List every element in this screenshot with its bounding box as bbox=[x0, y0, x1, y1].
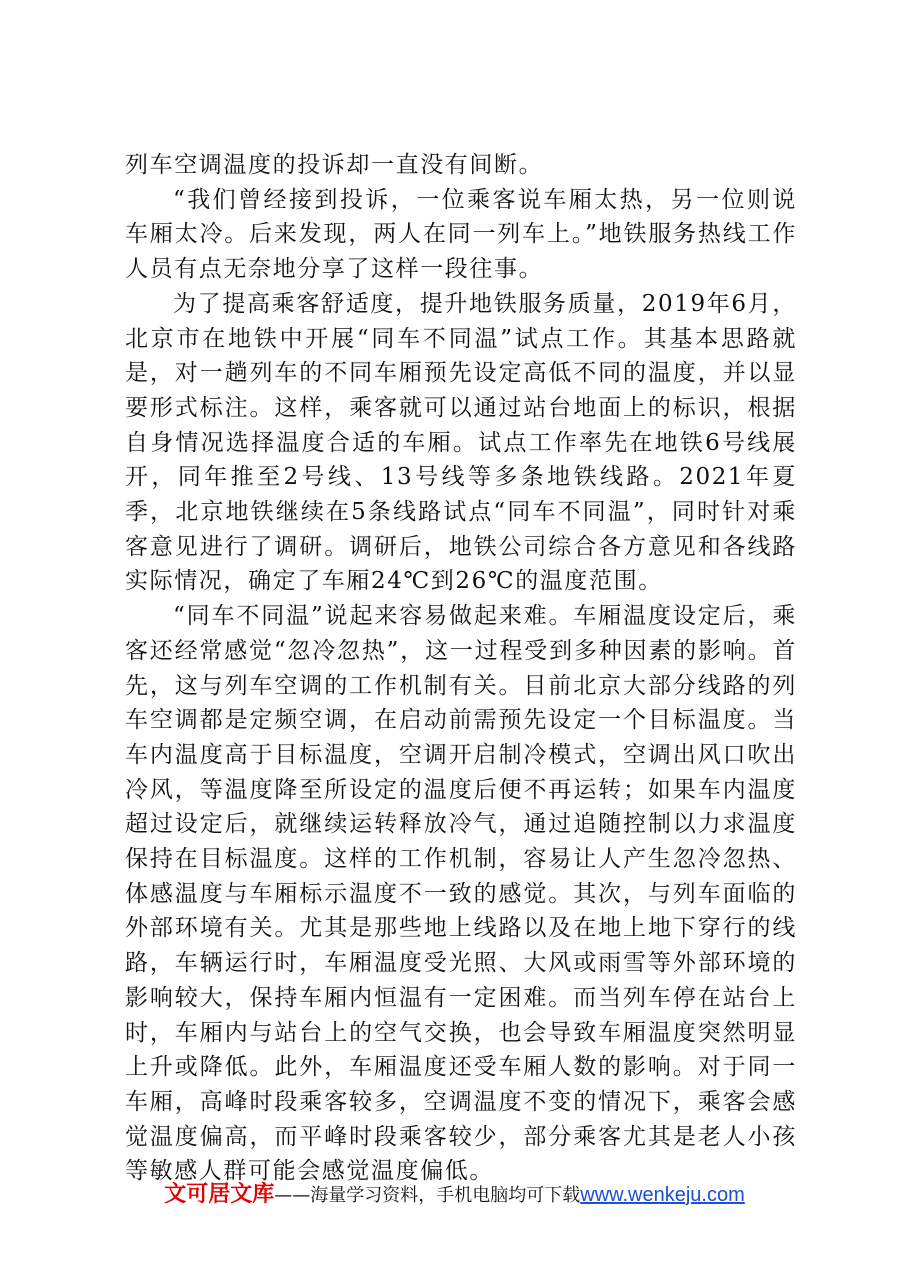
footer-tagline: ——海量学习资料，手机电脑均可下载 bbox=[274, 1185, 581, 1206]
document-body bbox=[125, 148, 797, 1189]
paragraph-4: “同车不同温”说起来容易做起来难。车厢温度设定后，乘客还经常感觉“忽冷忽热”，这一过程受到多种因素的影响。首先，这与列车空调的工作机制有关。目前北京大部分线路的列车空调都是定频空调，在启动前需预先设定一个目标温度。当车内温度高于目标温度，空调开启制冷模式，空调出风口吹出冷风，等温度降至所设定的温度后便不再运转；如果车内温度超过设定后，就继续运转释放冷气，通过追随控制以力求温度保持在目标温度。这样的工作机制，容易让人产生忽冷忽热、体感温度与车厢标示温度不一致的感觉。其次，与列车面临的外部环境有关。尤其是那些地上线路以及在地上地下穿行的线路，车辆运行时，车厢温度受光照、大风或雨雪等外部环境的影响较大，保持车厢内恒温有一定困难。而当列车停在站台上时，车厢内与站台上的空气交换，也会导致车厢温度突然明显上升或降低。此外，车厢温度还受车厢人数的影响。对于同一车厢，高峰时段乘客较多，空调温度不变的情况下，乘客会感觉温度偏高，而平峰时段乘客较少，部分乘客尤其是老人小孩等敏感人群可能会感觉温度偏低。 bbox=[125, 603, 797, 1185]
paragraph-3: 为了提高乘客舒适度，提升地铁服务质量，2019年6月，北京市在地铁中开展“同车不同温”试点工作。其基本思路就是，对一趟列车的不同车厢预先设定高低不同的温度，并以显要形式标注。这样，乘客就可以通过站台地面上的标识，根据自身情况选择温度合适的车厢。试点工作率先在地铁6号线展开，同年推至2号线、13号线等多条地铁线路。2021年夏季，北京地铁继续在5条线路试点“同车不同温”，同时针对乘客意见进行了调研。调研后，地铁公司综合各方意见和各线路实际情况，确定了车厢24℃到26℃的温度范围。 bbox=[125, 290, 797, 595]
page-footer bbox=[0, 1180, 909, 1211]
footer-website-link[interactable]: www.wenkeju.com bbox=[580, 1184, 745, 1206]
paragraph-1: 列车空调温度的投诉却一直没有间断。 bbox=[125, 152, 544, 178]
paragraph-2: “我们曾经接到投诉，一位乘客说车厢太热，另一位则说车厢太冷。后来发现，两人在同一列车上。”地铁服务热线工作人员有点无奈地分享了这样一段往事。 bbox=[125, 186, 797, 283]
footer-brand: 文可居文库 bbox=[164, 1182, 275, 1207]
